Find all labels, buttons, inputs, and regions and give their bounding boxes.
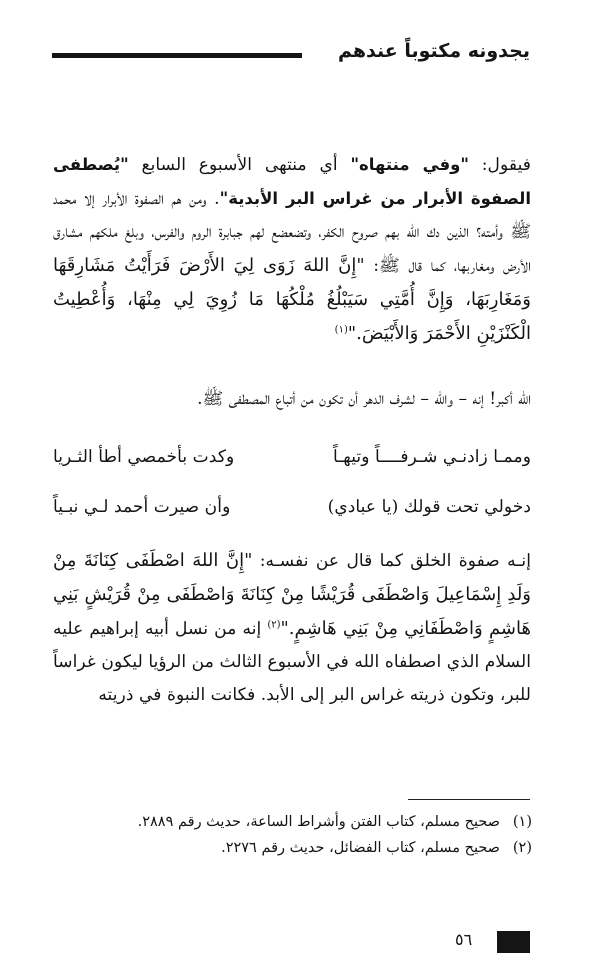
poem xyxy=(53,432,531,532)
para1-quote-1: "وفي منتهاه" xyxy=(350,155,469,174)
footnotes xyxy=(60,809,532,861)
footnote-1-text: صحيح مسلم، كتاب الفتن وأشراط الساعة، حديث رقم ٢٨٨٩. xyxy=(137,814,500,830)
paragraph-2: الله أكبر! إنه – والله – لشرف الدهر أن تكون من أتباع المصطفى ﷺ. xyxy=(197,389,531,409)
poem-verse-1-right: وممـا زادنـي شـرفــــاً وتيهـاً xyxy=(333,446,531,467)
poem-verse-1 xyxy=(53,432,531,482)
para1-hadith: "إِنَّ اللهَ زَوَى لِيَ الأَرْضَ فَرَأَيْتُ مَشَارِقَهَا وَمَغَارِبَهَا، وَإِنَّ أُمَّتِي سَيَبْلُغُ مُلْكُهَا مَا زُوِيَ لِي مِنْهَا، وَأُعْطِيتُ الْكَنْزَيْنِ الأَحْمَرَ وَالأَبْيَضَ." xyxy=(53,255,531,344)
poem-verse-2-left: وأن صيرت أحمد لـي نبـياً xyxy=(53,496,231,517)
footnote-ref-1[interactable]: (١) xyxy=(334,324,348,336)
footnote-1-number: (١) xyxy=(512,814,532,830)
main-text xyxy=(53,148,531,712)
footnote-2-text: صحيح مسلم، كتاب الفضائل، حديث رقم ٢٢٧٦. xyxy=(221,840,500,856)
para1-lead: فيقول: xyxy=(468,155,532,175)
footnote-ref-2[interactable]: (٢) xyxy=(267,619,281,631)
footnote-separator xyxy=(408,799,530,800)
para3-lead: إنـه صفوة الخلق كما قال عن نفسـه: xyxy=(252,551,531,571)
running-header-title: يجدونه مكتوباً عندهم xyxy=(337,40,530,62)
poem-verse-1-left: وكدت بأخمصي أطأ الثـريا xyxy=(53,446,235,467)
para3-hadith: "إِنَّ اللهَ اصْطَفَى كِنَانَةَ مِنْ وَلَدِ إِسْمَاعِيلَ وَاصْطَفَى قُرَيْشًا مِنْ كِنَانَةَ وَاصْطَفَى مِنْ قُرَيْشٍ بَنِي هَاشِمٍ وَاصْطَفَانِي مِنْ بَنِي هَاشِمٍ." xyxy=(53,550,531,639)
paragraph-1 xyxy=(53,148,531,379)
page-number-box xyxy=(497,931,530,953)
para3-rest: إنه من نسل أبيه إبراهيم عليه السلام الذي اصطفاه الله في الأسبوع الثالث من الرؤيا ليكون غراساً للبر، وتكون ذريته غراس البر إلى الأبد. فكانت النبوة في ذريته xyxy=(53,619,531,705)
para1-mid: أي منتهى الأسبوع السابع xyxy=(128,155,351,175)
para1-quote-2: "يُصطفى الصفوة الأبرار من غراس البر الأبدية" xyxy=(53,155,531,208)
footnote-2 xyxy=(60,835,532,861)
running-header xyxy=(52,36,530,76)
poem-verse-2-right: دخولي تحت قولك (يا عبادي) xyxy=(327,496,531,517)
para1-rest: . ومن هم الصفوة الأبرار إلا محمد ﷺ وأمته؟ الذين دك الله بهم صروح الكفر، وتضعضع لهم جبابرة الروم والفرس، وبلغ ملكهم مشارق الأرض ومغاربها، كما قال ﷺ: xyxy=(53,189,531,276)
header-rule xyxy=(52,53,302,58)
paragraph-3 xyxy=(53,544,531,712)
footnote-1 xyxy=(60,809,532,835)
poem-verse-2 xyxy=(53,482,531,532)
page-number: ٥٦ xyxy=(455,930,473,949)
footnote-2-number: (٢) xyxy=(512,840,532,856)
